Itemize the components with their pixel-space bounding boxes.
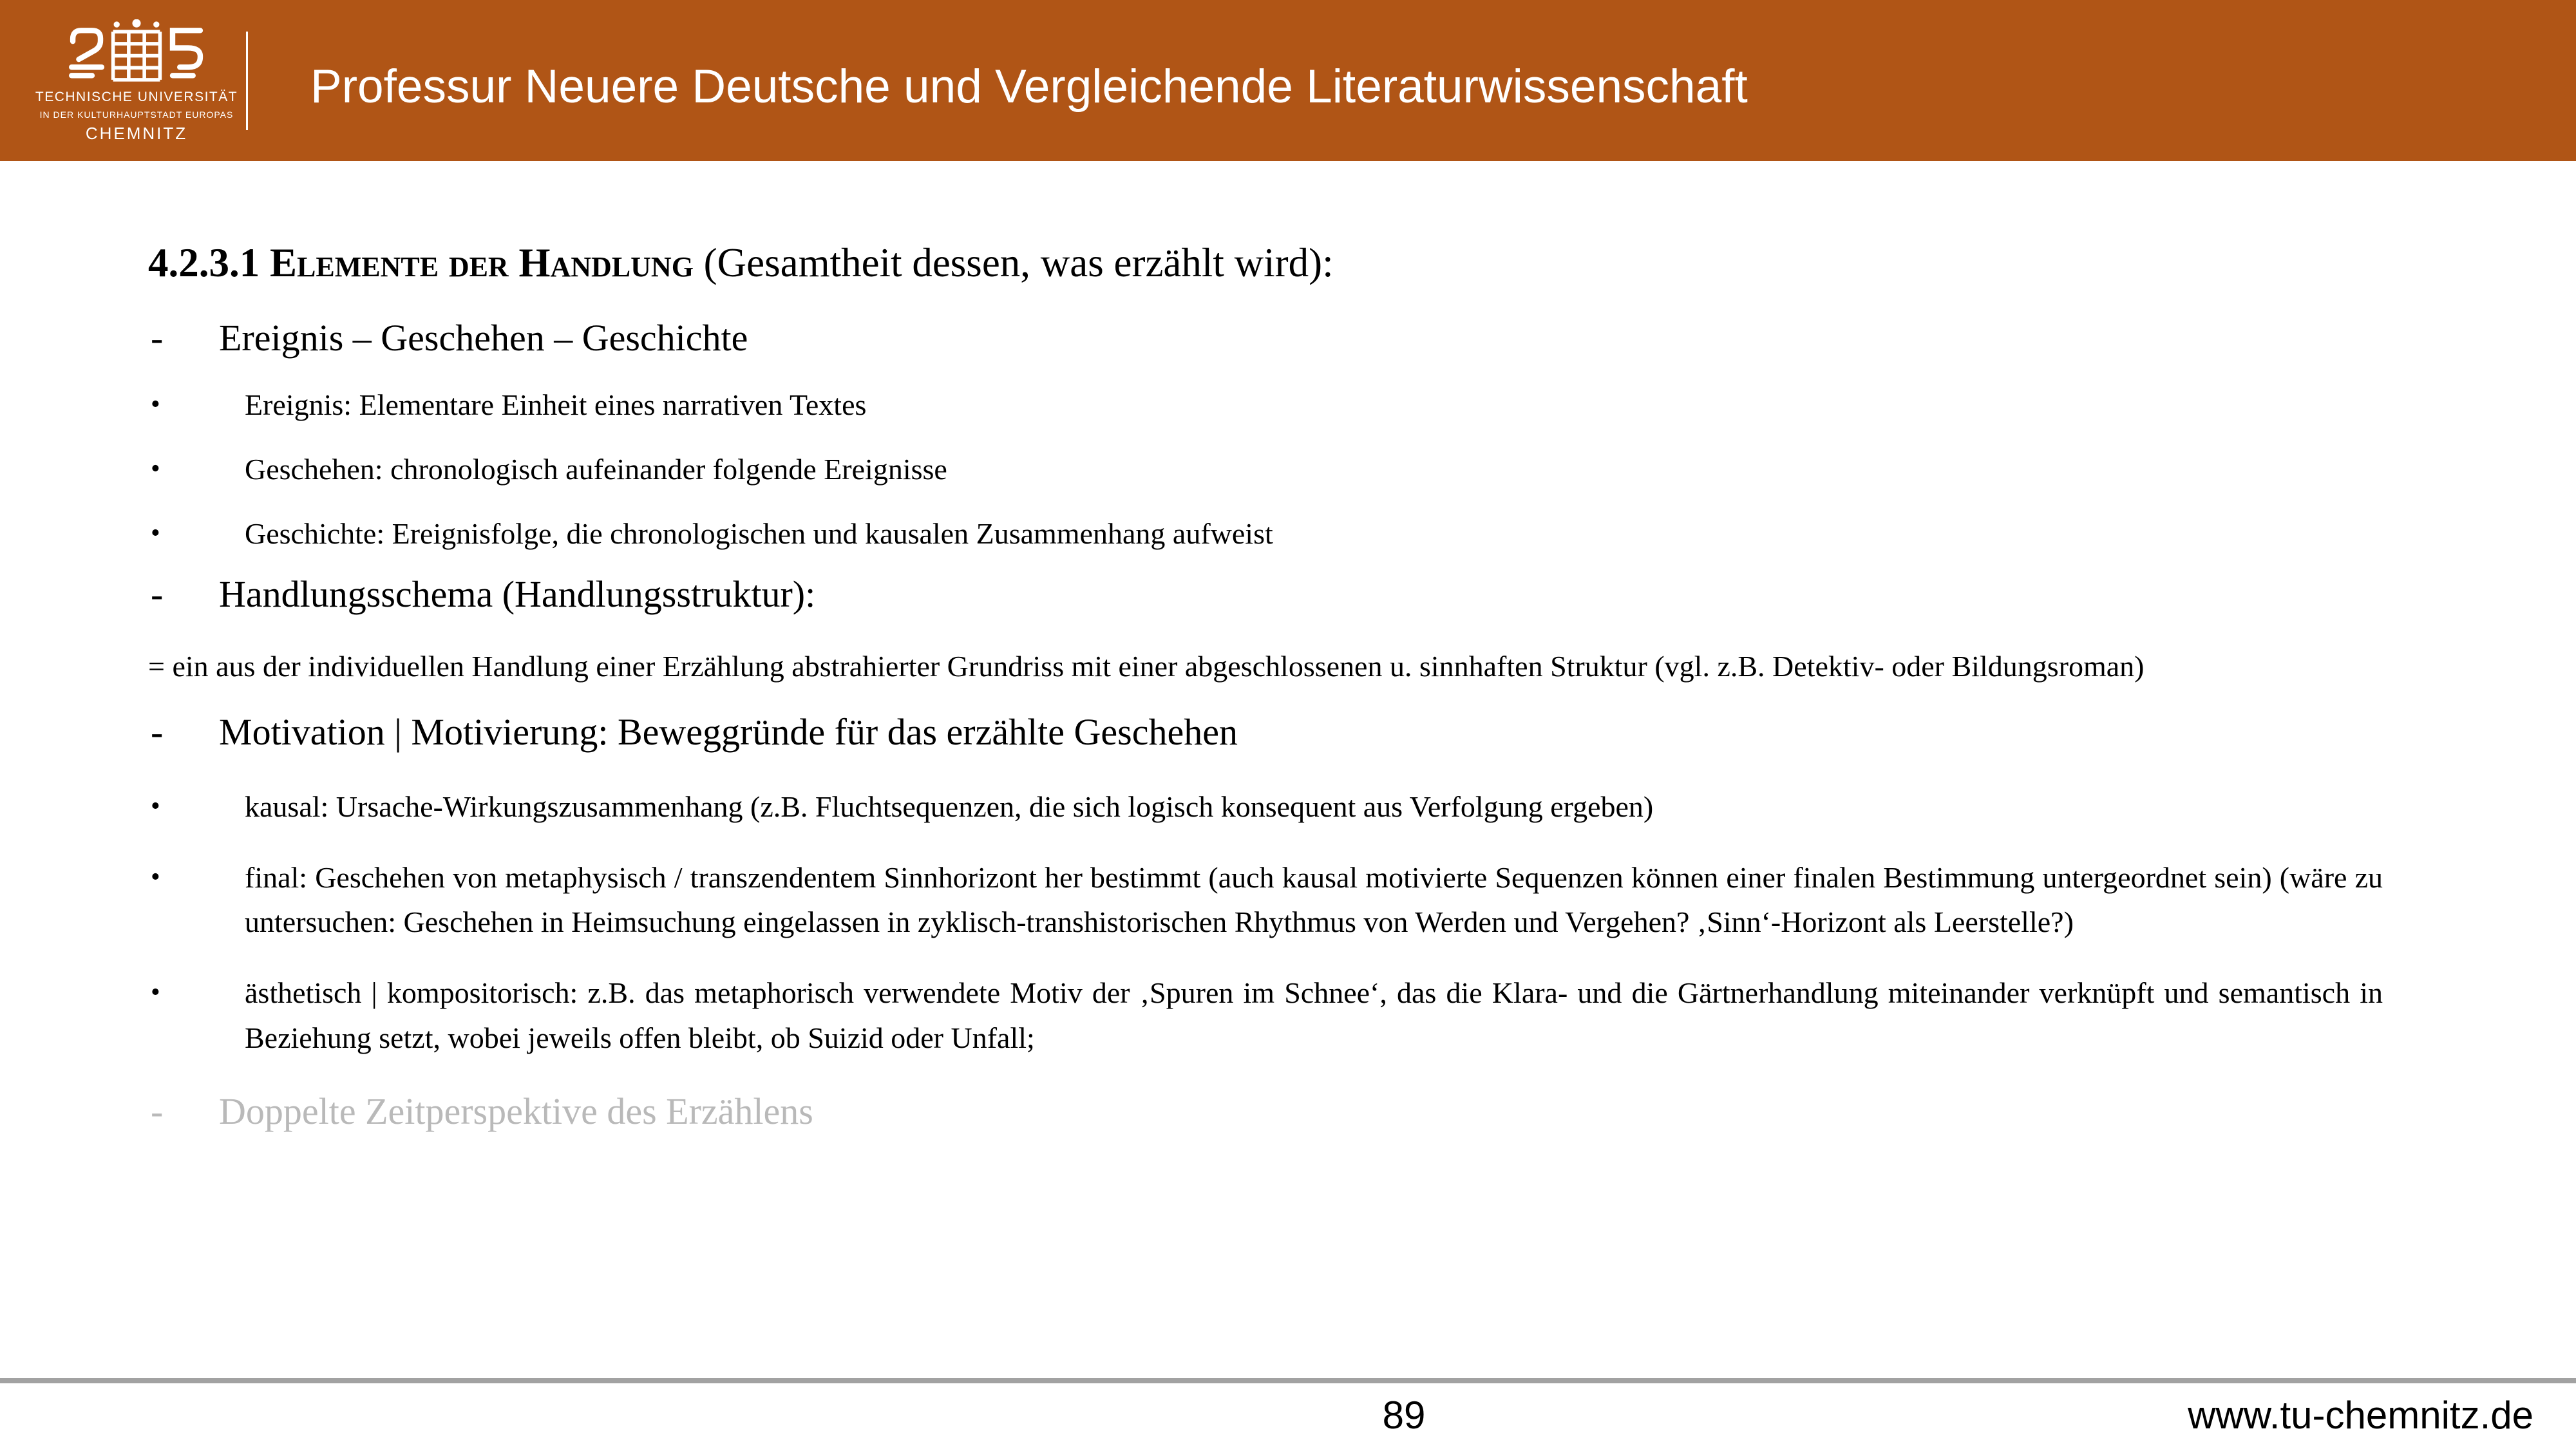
bullet-marker: • <box>151 453 160 484</box>
slide-heading-suffix: (Gesamtheit dessen, was erzählt wird): <box>703 240 1334 285</box>
list-item-doppelte-zeitperspektive <box>148 1089 2383 1134</box>
list-item-ereignis <box>148 383 2383 428</box>
list-item-text: final: Geschehen von metaphysisch / transzendentem Sinnhorizont her bestimmt (auch kausal motivierte Sequenzen können einer finalen Bestimmung untergeordnet sein) (wäre zu untersuchen: Geschehen in Heimsuchung eingelassen in zyklisch-transhistorischen Rhythmus von Werden und Vergehen? ‚Sinn‘-Horizont als Leerstelle?) <box>245 860 2383 939</box>
list-item-text: Geschehen: chronologisch aufeinander folgende Ereignisse <box>245 452 947 486</box>
list-item-aesthetisch <box>148 971 2383 1061</box>
dash-marker: - <box>151 711 164 753</box>
website-url: www.tu-chemnitz.de <box>2188 1394 2533 1437</box>
bullet-marker: • <box>151 978 160 1008</box>
list-item-geschehen <box>148 447 2383 492</box>
logo-text-line3: CHEMNITZ <box>85 124 188 143</box>
list-item-text: Motivation | Motivierung: Beweggründe für das erzählte Geschehen <box>219 711 1238 753</box>
list-item-text: Handlungsschema (Handlungsstruktur): <box>219 573 816 615</box>
slide-content <box>148 240 2383 1156</box>
slide-heading <box>148 240 2383 286</box>
bullet-marker: • <box>151 390 160 420</box>
bullet-marker: • <box>151 518 160 548</box>
list-item-text: Ereignis: Elementare Einheit eines narrativen Textes <box>245 388 867 422</box>
logo-text-line1: TECHNISCHE UNIVERSITÄT <box>35 90 238 104</box>
list-item-text: Geschichte: Ereignisfolge, die chronologischen und kausalen Zusammenhang aufweist <box>245 516 1273 550</box>
list-item-text: Doppelte Zeitperspektive des Erzählens <box>219 1090 813 1133</box>
slide-heading-number: 4.2.3.1 <box>148 240 270 285</box>
bullet-marker: • <box>151 791 160 821</box>
footer-divider <box>0 1378 2576 1383</box>
paragraph-handlungsschema-definition: = ein aus der individuellen Handlung einer Erzählung abstrahierter Grundriss mit einer abgeschlossenen u. sinnhaften Struktur (vgl. z.B. Detektiv- oder Bildungsroman) <box>148 650 2145 683</box>
list-item-kausal <box>148 784 2383 829</box>
bullet-marker: • <box>151 862 160 892</box>
list-item-geschichte <box>148 511 2383 556</box>
list-item-ereignis-geschehen-geschichte <box>148 316 2383 361</box>
slide-heading-smallcaps: Elemente der Handlung <box>270 240 704 285</box>
list-item-text: ästhetisch | kompositorisch: z.B. das metaphorisch verwendete Motiv der ‚Spuren im Schnee‘, das die Klara- und die Gärtnerhandlung miteinander verknüpft und semantisch in Beziehung setzt, wobei jeweils offen bleibt, ob Suizid oder Unfall; <box>245 976 2383 1055</box>
list-item-final <box>148 855 2383 945</box>
header-title: Professur Neuere Deutsche und Vergleichende Literaturwissenschaft <box>310 60 1748 113</box>
header-bar <box>0 0 2576 161</box>
list-item-text: Ereignis – Geschehen – Geschichte <box>219 317 748 359</box>
logo-2025-building-icon <box>33 17 240 84</box>
header-divider <box>246 32 248 130</box>
list-item-handlungsschema <box>148 572 2383 617</box>
dash-marker: - <box>151 1090 164 1133</box>
dash-marker: - <box>151 573 164 615</box>
dash-marker: - <box>151 317 164 359</box>
list-item-text: kausal: Ursache-Wirkungszusammenhang (z.B. Fluchtsequenzen, die sich logisch konsequent aus Verfolgung ergeben) <box>245 790 1654 823</box>
tu-chemnitz-logo <box>33 17 240 144</box>
list-item-motivation <box>148 710 2383 755</box>
page-number: 89 <box>1382 1394 1426 1437</box>
logo-text-line2: IN DER KULTURHAUPTSTADT EUROPAS <box>39 109 234 120</box>
